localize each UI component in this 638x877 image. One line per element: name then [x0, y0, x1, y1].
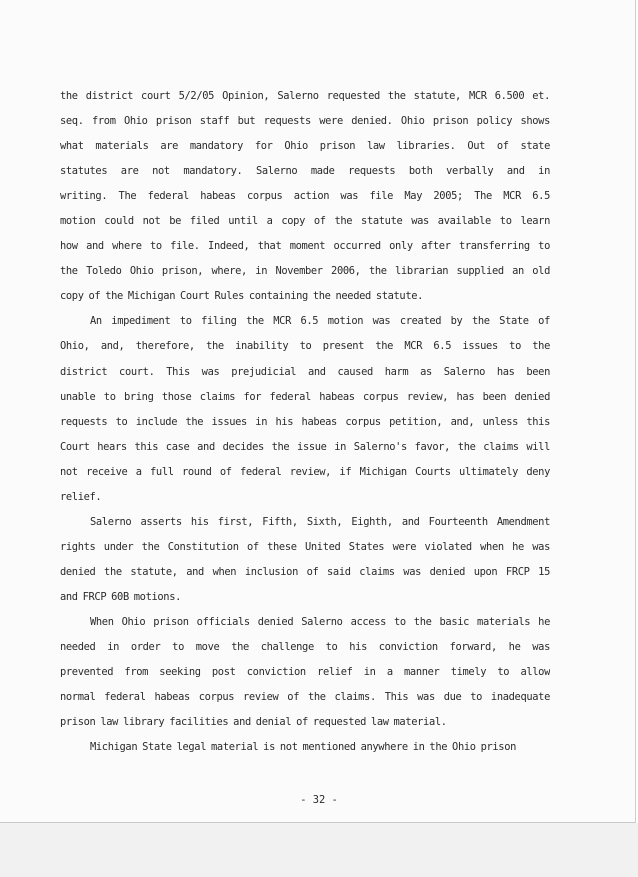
body-text — [60, 84, 550, 760]
page-number: - 32 - — [300, 794, 338, 806]
text-line: writing. The federal habeas corpus action was file May 2005; The MCR 6.5 — [60, 190, 550, 203]
text-line: Michigan State legal material is not mentioned anywhere in the Ohio prison — [90, 741, 517, 754]
text-line: When Ohio prison officials denied Salerno access to the basic materials he — [90, 615, 550, 628]
text-line: normal federal habeas corpus review of the claims. This was due to inadequate — [60, 691, 550, 704]
text-line: unable to bring those claims for federal habeas corpus review, has been denied — [60, 390, 550, 403]
text-line: Court hears this case and decides the issue in Salerno's favor, the claims will — [60, 440, 550, 453]
text-line: what materials are mandatory for Ohio prison law libraries. Out of state — [60, 140, 550, 153]
text-line: and FRCP 60B motions. — [60, 590, 182, 603]
text-line: denied the statute, and when inclusion of said claims was denied upon FRCP 15 — [60, 565, 550, 578]
text-line: prison law library facilities and denial of requested law material. — [60, 716, 447, 729]
text-line: not receive a full round of federal review, if Michigan Courts ultimately deny — [60, 465, 550, 478]
scan-background — [0, 823, 638, 877]
text-line: district court. This was prejudicial and caused harm as Salerno has been — [60, 365, 550, 378]
text-line: Ohio, and, therefore, the inability to present the MCR 6.5 issues to the — [60, 340, 550, 353]
text-line: requests to include the issues in his habeas corpus petition, and, unless this — [60, 415, 550, 428]
text-line: prevented from seeking post conviction relief in a manner timely to allow — [60, 666, 550, 679]
text-line: An impediment to filing the MCR 6.5 motion was created by the State of — [90, 315, 550, 328]
text-line: Salerno asserts his first, Fifth, Sixth, Eighth, and Fourteenth Amendment — [90, 515, 550, 528]
text-line: relief. — [60, 490, 102, 503]
text-line: motion could not be filed until a copy of the statute was available to learn — [60, 215, 550, 228]
text-line: needed in order to move the challenge to his conviction forward, he was — [60, 641, 550, 654]
text-line: how and where to file. Indeed, that moment occurred only after transferring to — [60, 240, 550, 253]
text-line: statutes are not mandatory. Salerno made requests both verbally and in — [60, 165, 550, 178]
text-line: copy of the Michigan Court Rules containing the needed statute. — [60, 290, 424, 303]
text-line: seq. from Ohio prison staff but requests were denied. Ohio prison policy shows — [60, 115, 550, 128]
text-line: rights under the Constitution of these United States were violated when he was — [60, 540, 550, 553]
text-line: the Toledo Ohio prison, where, in November 2006, the librarian supplied an old — [60, 265, 550, 278]
text-line: the district court 5/2/05 Opinion, Salerno requested the statute, MCR 6.500 et. — [60, 90, 550, 102]
